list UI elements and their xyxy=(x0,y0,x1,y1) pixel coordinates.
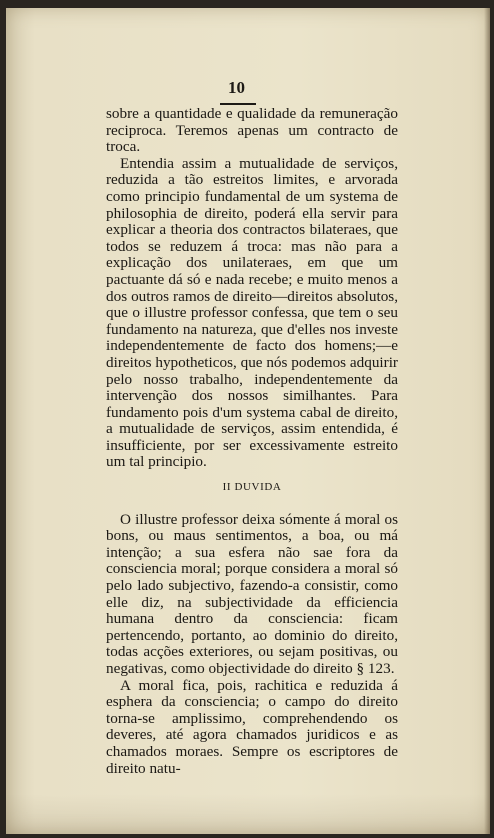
page-edge-shadow xyxy=(484,8,490,834)
page-bottom-shadow xyxy=(6,794,490,834)
book-page xyxy=(6,8,490,834)
paragraph-4: A moral fica, pois, rachitica e reduzida á esphera da consciencia; o campo do direito torna-se amplissimo, comprehendendo os deveres, até agora chamados juridicos e as chamados moraes. Sempre os escriptores de direito natu- xyxy=(106,676,398,777)
paragraph-3: O illustre professor deixa sómente á moral os bons, ou maus sentimentos, a boa, ou má intenção; a sua esfera não sae fora da consciencia moral; porque considera a moral só pelo lado subjectivo, fazendo-a consistir, como elle diz, na subjectividade da efficiencia humana dentro da consciencia: ficam pertencendo, portanto, ao dominio do direito, todas acções exteriores, ou sejam positivas, ou negativas, como objectividade do direito § 123. xyxy=(106,510,398,677)
body-text xyxy=(106,106,398,777)
paragraph-1: sobre a quantidade e qualidade da remuneração reciproca. Teremos apenas um contracto de troca. xyxy=(106,105,398,156)
paragraph-2: Entendia assim a mutualidade de serviços, reduzida a tão estreitos limites, e arvorada como principio fundamental de um systema de philosophia de direito, poderá ella servir para explicar a theoria dos contractos bilateraes, que todos se reduzem á troca: mas não para a explicação dos unilateraes, em que um pactuante dá só e nada recebe; e muito menos a dos outros ramos de direito—direitos absolutos, que o illustre professor confessa, que tem o seu fundamento na natureza, que d'elles nos investe independentemente de facto dos homens;—e direitos hypotheticos, que nós podemos adquirir pelo nosso trabalho, independentemente da intervenção dos nossos similhantes. Para fundamento pois d'um systema cabal de direito, a mutualidade de serviços, assim entendida, é insufficiente, por ser excessivamente estreito um tal principio. xyxy=(106,154,398,471)
section-heading: II DUVIDA xyxy=(222,481,282,494)
page-number: 10 xyxy=(228,78,245,97)
